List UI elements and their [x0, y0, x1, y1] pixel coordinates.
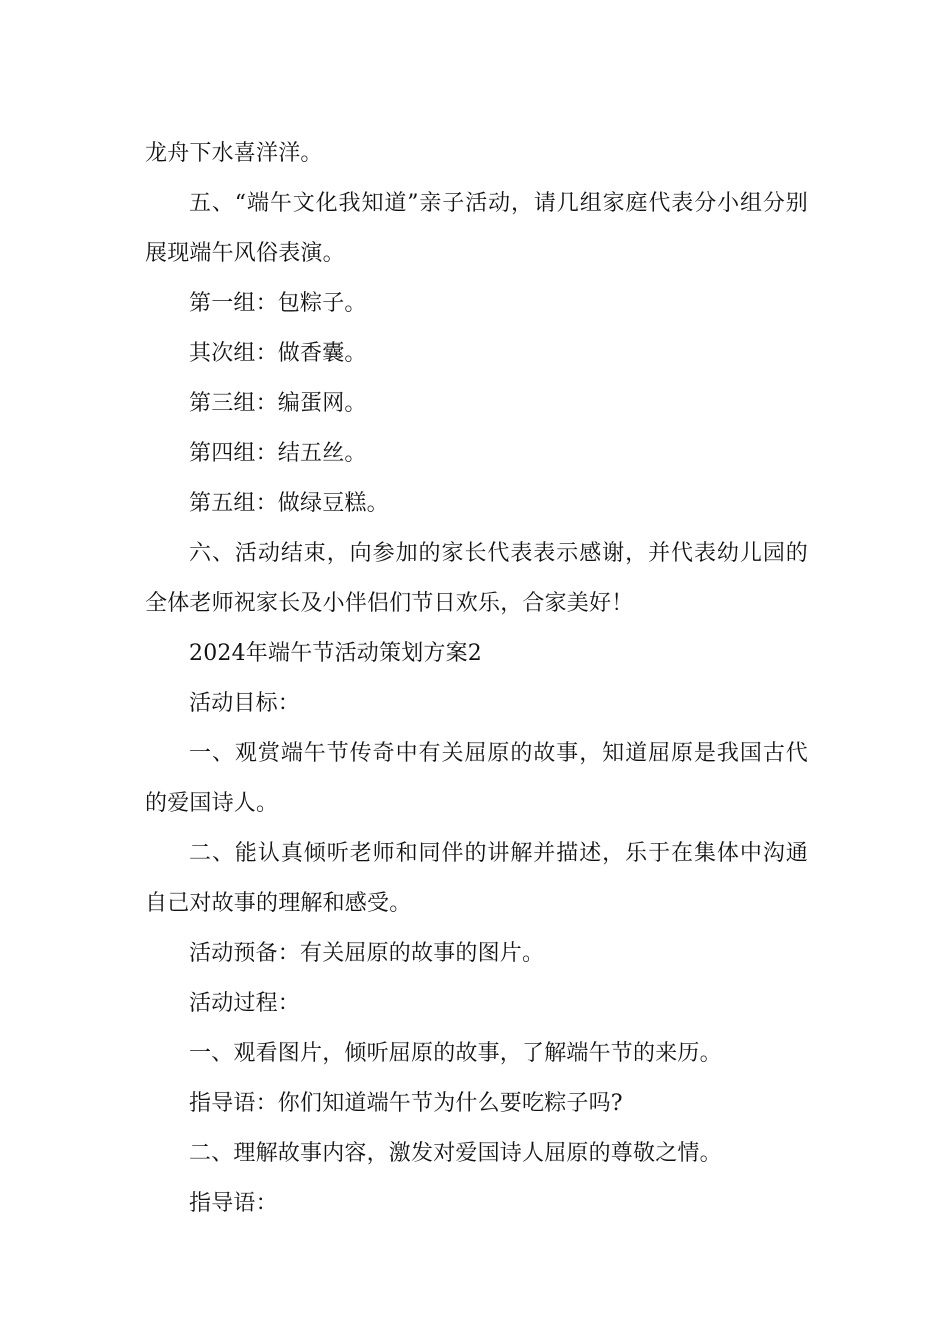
paragraph: 第一组：包粽子。: [189, 291, 367, 316]
paragraph: 活动预备：有关屈原的故事的图片。: [189, 941, 545, 966]
paragraph: 五、“端午文化我知道”亲子活动，请几组家庭代表分小组分别展现端午风俗表演。: [145, 191, 808, 266]
paragraph: 二、能认真倾听老师和同伴的讲解并描述，乐于在集体中沟通自己对故事的理解和感受。: [145, 841, 808, 916]
paragraph: 指导语：: [189, 1191, 278, 1216]
paragraph: 一、观看图片，倾听屈原的故事，了解端午节的来历。: [189, 1041, 722, 1066]
paragraph: 活动目标：: [189, 691, 301, 716]
paragraph: 第四组：结五丝。: [189, 441, 367, 466]
paragraph: 二、理解故事内容，激发对爱国诗人屈原的尊敬之情。: [189, 1141, 722, 1166]
paragraph: 活动过程：: [189, 991, 301, 1016]
paragraph: 一、观赏端午节传奇中有关屈原的故事，知道屈原是我国古代的爱国诗人。: [145, 741, 808, 816]
paragraph: 第五组：做绿豆糕。: [189, 491, 389, 516]
paragraph: 指导语：你们知道端午节为什么要吃粽子吗?: [189, 1091, 623, 1116]
document-body: [145, 129, 808, 1229]
paragraph: 第三组：编蛋网。: [189, 391, 367, 416]
paragraph: 龙舟下水喜洋洋。: [145, 141, 323, 166]
section-heading: 2024年端午节活动策划方案2: [189, 641, 482, 666]
paragraph: 其次组：做香囊。: [189, 341, 367, 366]
paragraph: 六、活动结束，向参加的家长代表表示感谢，并代表幼儿园的全体老师祝家长及小伴侣们节日欢乐，合家美好！: [145, 541, 808, 616]
